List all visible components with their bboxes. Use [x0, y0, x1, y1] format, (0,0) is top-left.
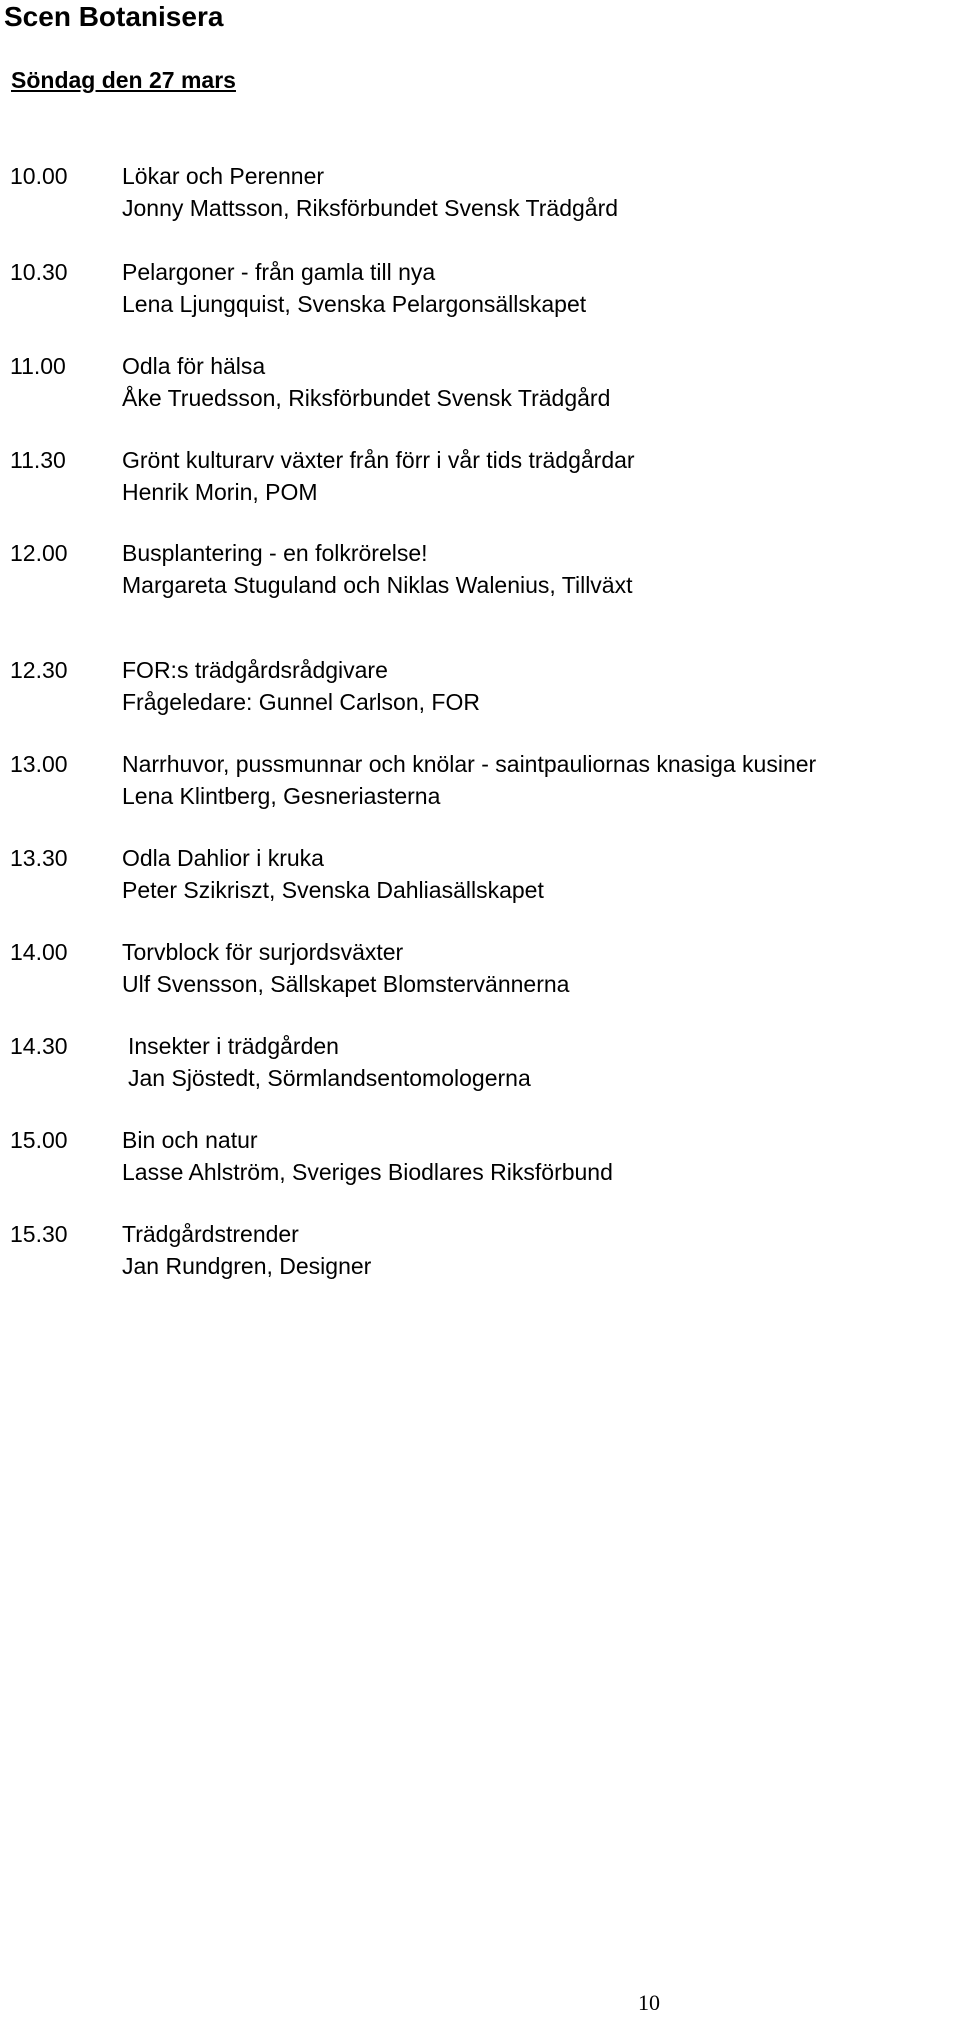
talk-title: Lökar och Perenner	[122, 163, 325, 189]
talk-title: Torvblock för surjordsväxter	[122, 939, 404, 965]
time-label: 12.00	[10, 540, 68, 566]
talk-title: Odla för hälsa	[122, 353, 266, 379]
talk-title: Odla Dahlior i kruka	[122, 845, 324, 871]
time-label: 15.00	[10, 1127, 68, 1153]
speaker-name: Jan Rundgren, Designer	[122, 1253, 372, 1279]
time-label: 10.00	[10, 163, 68, 189]
speaker-name: Peter Szikriszt, Svenska Dahliasällskapet	[122, 877, 544, 903]
page-title: Scen Botanisera	[4, 1, 224, 32]
talk-title: Narrhuvor, pussmunnar och knölar - saintpauliornas knasiga kusiner	[122, 751, 817, 777]
talk-title: Bin och natur	[122, 1127, 258, 1153]
speaker-name: Ulf Svensson, Sällskapet Blomstervännerna	[122, 971, 570, 997]
speaker-name: Lena Klintberg, Gesneriasterna	[122, 783, 441, 809]
time-label: 11.30	[10, 447, 66, 473]
time-label: 12.30	[10, 657, 68, 683]
talk-title: Trädgårdstrender	[122, 1221, 299, 1247]
speaker-name: Frågeledare: Gunnel Carlson, FOR	[122, 689, 480, 715]
talk-title: Busplantering - en folkrörelse!	[122, 540, 428, 566]
time-label: 13.30	[10, 845, 68, 871]
talk-title: Insekter i trädgården	[128, 1033, 339, 1059]
time-label: 10.30	[10, 259, 68, 285]
speaker-name: Margareta Stuguland och Niklas Walenius, Tillväxt	[122, 572, 633, 598]
speaker-name: Lena Ljungquist, Svenska Pelargonsällskapet	[122, 291, 587, 317]
time-label: 14.00	[10, 939, 68, 965]
speaker-name: Jonny Mattsson, Riksförbundet Svensk Trädgård	[122, 195, 619, 221]
speaker-name: Jan Sjöstedt, Sörmlandsentomologerna	[128, 1065, 531, 1091]
speaker-name: Lasse Ahlström, Sveriges Biodlares Riksförbund	[122, 1159, 613, 1185]
time-label: 11.00	[10, 353, 66, 379]
date-heading: Söndag den 27 mars	[11, 67, 236, 93]
speaker-name: Henrik Morin, POM	[122, 479, 318, 505]
talk-title: Pelargoner - från gamla till nya	[122, 259, 436, 285]
talk-title: FOR:s trädgårdsrådgivare	[122, 657, 388, 683]
speaker-name: Åke Truedsson, Riksförbundet Svensk Trädgård	[122, 385, 611, 411]
page-number: 10	[638, 1990, 660, 2015]
time-label: 14.30	[10, 1033, 68, 1059]
time-label: 13.00	[10, 751, 68, 777]
time-label: 15.30	[10, 1221, 68, 1247]
talk-title: Grönt kulturarv växter från förr i vår tids trädgårdar	[122, 447, 635, 473]
